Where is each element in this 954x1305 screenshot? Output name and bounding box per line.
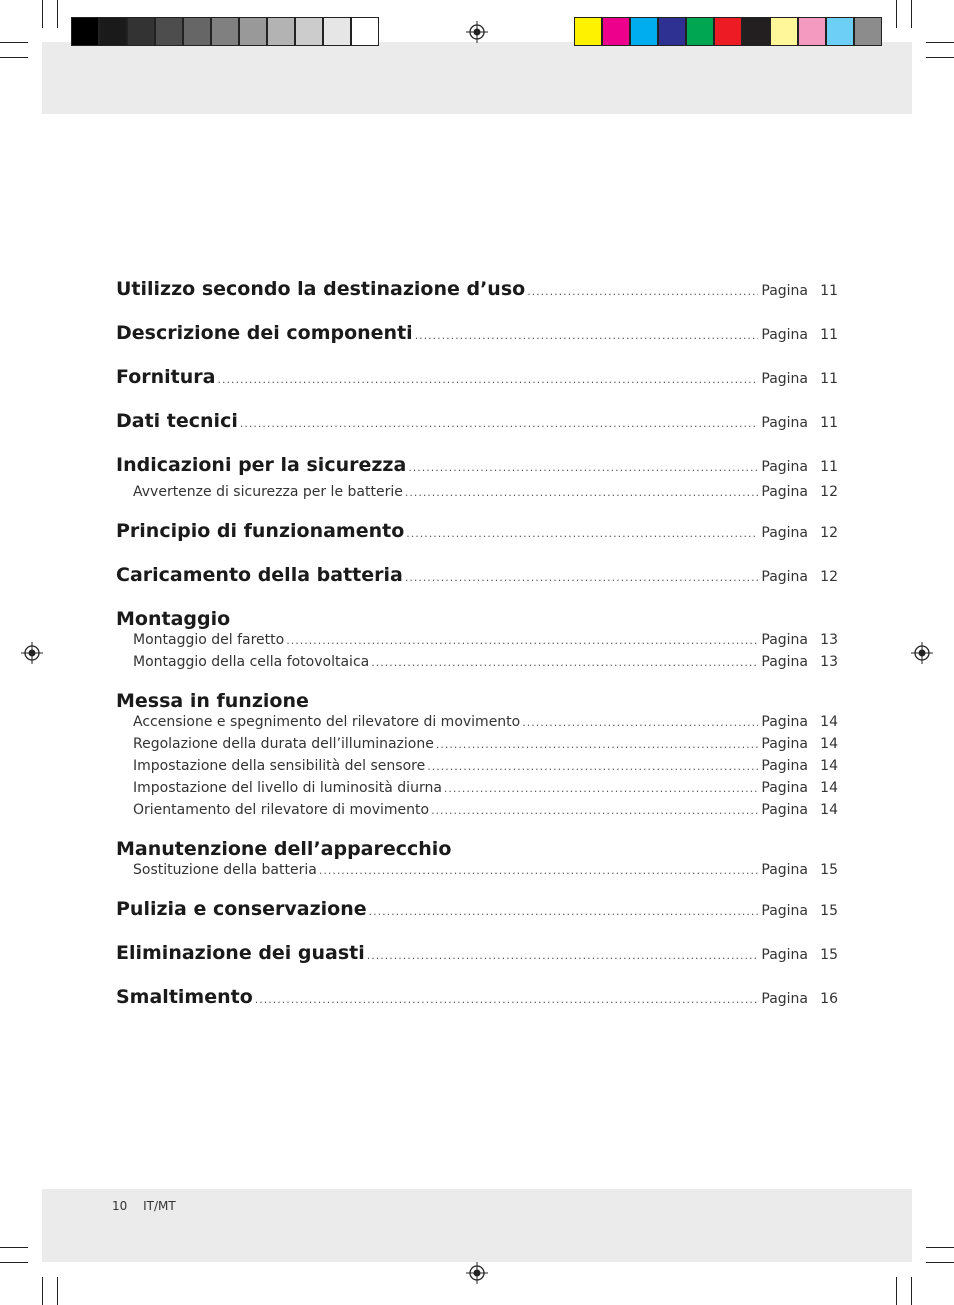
page-ref: 15 bbox=[820, 862, 838, 878]
toc-title: Indicazioni per la sicurezza bbox=[116, 454, 407, 476]
page-label: Pagina bbox=[761, 632, 808, 648]
page-label: Pagina bbox=[761, 327, 808, 343]
page-ref: 12 bbox=[820, 569, 838, 585]
color-swatch bbox=[714, 17, 742, 46]
toc-title: Manutenzione dell’apparecchio bbox=[116, 838, 452, 860]
color-swatch bbox=[71, 17, 99, 46]
page-ref: 16 bbox=[820, 991, 838, 1007]
page-label: Pagina bbox=[761, 758, 808, 774]
page-ref: 13 bbox=[820, 654, 838, 670]
color-swatch bbox=[351, 17, 379, 46]
toc-entry[interactable] bbox=[116, 520, 838, 550]
page-label: Pagina bbox=[761, 780, 808, 796]
language-code: IT/MT bbox=[143, 1199, 176, 1213]
dot-leader bbox=[408, 461, 758, 474]
page-label: Pagina bbox=[761, 862, 808, 878]
dot-leader bbox=[286, 634, 758, 647]
toc-title: Fornitura bbox=[116, 366, 216, 388]
registration-mark-icon bbox=[466, 21, 488, 43]
toc-title: Utilizzo secondo la destinazione d’uso bbox=[116, 278, 526, 300]
page-ref: 15 bbox=[820, 903, 838, 919]
color-swatch bbox=[854, 17, 882, 46]
toc-subentry[interactable] bbox=[116, 632, 838, 654]
toc-title: Impostazione della sensibilità del sensore bbox=[133, 758, 426, 774]
toc-subentry[interactable] bbox=[116, 758, 838, 780]
toc-entry[interactable] bbox=[116, 278, 838, 308]
color-swatch bbox=[770, 17, 798, 46]
toc-entry[interactable] bbox=[116, 942, 838, 972]
toc-title: Principio di funzionamento bbox=[116, 520, 405, 542]
crop-mark bbox=[42, 1277, 43, 1305]
color-swatch bbox=[183, 17, 211, 46]
color-swatch bbox=[630, 17, 658, 46]
crop-mark bbox=[0, 57, 28, 58]
page-label: Pagina bbox=[761, 991, 808, 1007]
page-ref: 12 bbox=[820, 525, 838, 541]
page-label: Pagina bbox=[761, 569, 808, 585]
toc-title: Eliminazione dei guasti bbox=[116, 942, 365, 964]
crop-mark bbox=[926, 1247, 954, 1248]
dot-leader bbox=[371, 656, 758, 669]
crop-mark bbox=[42, 0, 43, 28]
toc-title: Descrizione dei componenti bbox=[116, 322, 413, 344]
page-ref: 14 bbox=[820, 780, 838, 796]
toc-title: Montaggio bbox=[116, 608, 231, 630]
page-label: Pagina bbox=[761, 714, 808, 730]
dot-leader bbox=[319, 864, 759, 877]
color-swatch bbox=[295, 17, 323, 46]
toc-subentry[interactable] bbox=[116, 484, 838, 506]
page-ref: 11 bbox=[820, 371, 838, 387]
color-swatch bbox=[267, 17, 295, 46]
header-band bbox=[42, 42, 912, 114]
page-label: Pagina bbox=[761, 802, 808, 818]
page-label: Pagina bbox=[761, 525, 808, 541]
page-ref: 11 bbox=[820, 459, 838, 475]
page-ref: 14 bbox=[820, 758, 838, 774]
toc-title: Dati tecnici bbox=[116, 410, 238, 432]
toc-entry[interactable] bbox=[116, 322, 838, 352]
crop-mark bbox=[57, 0, 58, 28]
crop-mark bbox=[57, 1277, 58, 1305]
crop-mark bbox=[926, 1262, 954, 1263]
page-label: Pagina bbox=[761, 654, 808, 670]
crop-mark bbox=[0, 42, 28, 43]
toc-entry[interactable] bbox=[116, 564, 838, 594]
page-footer bbox=[112, 1199, 188, 1213]
dot-leader bbox=[405, 571, 759, 584]
color-swatch bbox=[798, 17, 826, 46]
toc-entry[interactable] bbox=[116, 410, 838, 440]
toc-subentry[interactable] bbox=[116, 736, 838, 758]
dot-leader bbox=[406, 527, 758, 540]
dot-leader bbox=[369, 905, 759, 918]
crop-mark bbox=[926, 42, 954, 43]
toc-title: Smaltimento bbox=[116, 986, 253, 1008]
crop-mark bbox=[926, 57, 954, 58]
crop-mark bbox=[0, 1247, 28, 1248]
page-number: 10 bbox=[112, 1199, 128, 1213]
dot-leader bbox=[217, 373, 758, 386]
toc-entry[interactable] bbox=[116, 454, 838, 484]
page-ref: 13 bbox=[820, 632, 838, 648]
toc-title: Accensione e spegnimento del rilevatore di movimento bbox=[133, 714, 521, 730]
table-of-contents bbox=[116, 278, 838, 1016]
dot-leader bbox=[240, 417, 759, 430]
dot-leader bbox=[415, 329, 759, 342]
toc-title: Montaggio del faretto bbox=[133, 632, 285, 648]
dot-leader bbox=[367, 949, 759, 962]
crop-mark bbox=[896, 0, 897, 28]
toc-title: Pulizia e conservazione bbox=[116, 898, 367, 920]
toc-entry[interactable] bbox=[116, 986, 838, 1016]
toc-subentry[interactable] bbox=[116, 654, 838, 676]
color-swatch bbox=[742, 17, 770, 46]
dot-leader bbox=[436, 738, 759, 751]
toc-title: Orientamento del rilevatore di movimento bbox=[133, 802, 430, 818]
toc-subentry[interactable] bbox=[116, 862, 838, 884]
page-ref: 12 bbox=[820, 484, 838, 500]
dot-leader bbox=[444, 782, 758, 795]
crop-mark bbox=[896, 1277, 897, 1305]
toc-title: Avvertenze di sicurezza per le batterie bbox=[133, 484, 403, 500]
toc-entry[interactable] bbox=[116, 838, 838, 862]
color-swatch bbox=[323, 17, 351, 46]
page-label: Pagina bbox=[761, 283, 808, 299]
toc-title: Impostazione del livello di luminosità diurna bbox=[133, 780, 442, 796]
registration-mark-icon bbox=[466, 1262, 488, 1284]
crop-mark bbox=[0, 1262, 28, 1263]
toc-subentry[interactable] bbox=[116, 780, 838, 802]
dot-leader bbox=[255, 993, 759, 1006]
process-color-bar bbox=[574, 17, 882, 46]
registration-mark-icon bbox=[911, 642, 933, 664]
toc-title: Caricamento della batteria bbox=[116, 564, 403, 586]
crop-mark bbox=[911, 1277, 912, 1305]
color-swatch bbox=[155, 17, 183, 46]
toc-title: Montaggio della cella fotovoltaica bbox=[133, 654, 370, 670]
toc-title: Sostituzione della batteria bbox=[133, 862, 317, 878]
dot-leader bbox=[431, 804, 758, 817]
page-label: Pagina bbox=[761, 736, 808, 752]
crop-mark bbox=[911, 0, 912, 28]
toc-entry[interactable] bbox=[116, 366, 838, 396]
toc-title: Regolazione della durata dell’illuminazione bbox=[133, 736, 434, 752]
page-label: Pagina bbox=[761, 371, 808, 387]
toc-entry[interactable] bbox=[116, 608, 838, 632]
color-swatch bbox=[239, 17, 267, 46]
page-label: Pagina bbox=[761, 947, 808, 963]
page-label: Pagina bbox=[761, 903, 808, 919]
page-ref: 15 bbox=[820, 947, 838, 963]
toc-subentry[interactable] bbox=[116, 714, 838, 736]
color-swatch bbox=[99, 17, 127, 46]
registration-mark-icon bbox=[21, 642, 43, 664]
page-ref: 11 bbox=[820, 415, 838, 431]
dot-leader bbox=[522, 716, 758, 729]
toc-subentry[interactable] bbox=[116, 802, 838, 824]
page-label: Pagina bbox=[761, 459, 808, 475]
page-label: Pagina bbox=[761, 415, 808, 431]
color-swatch bbox=[127, 17, 155, 46]
dot-leader bbox=[527, 285, 758, 298]
toc-entry[interactable] bbox=[116, 898, 838, 928]
color-swatch bbox=[658, 17, 686, 46]
color-swatch bbox=[574, 17, 602, 46]
page-ref: 14 bbox=[820, 714, 838, 730]
page-label: Pagina bbox=[761, 484, 808, 500]
page-ref: 14 bbox=[820, 736, 838, 752]
page-ref: 14 bbox=[820, 802, 838, 818]
color-swatch bbox=[686, 17, 714, 46]
dot-leader bbox=[405, 486, 759, 499]
color-swatch bbox=[211, 17, 239, 46]
page-ref: 11 bbox=[820, 283, 838, 299]
toc-entry[interactable] bbox=[116, 690, 838, 714]
dot-leader bbox=[427, 760, 758, 773]
color-swatch bbox=[826, 17, 854, 46]
page-ref: 11 bbox=[820, 327, 838, 343]
grayscale-color-bar bbox=[71, 17, 379, 46]
color-swatch bbox=[602, 17, 630, 46]
toc-title: Messa in funzione bbox=[116, 690, 309, 712]
